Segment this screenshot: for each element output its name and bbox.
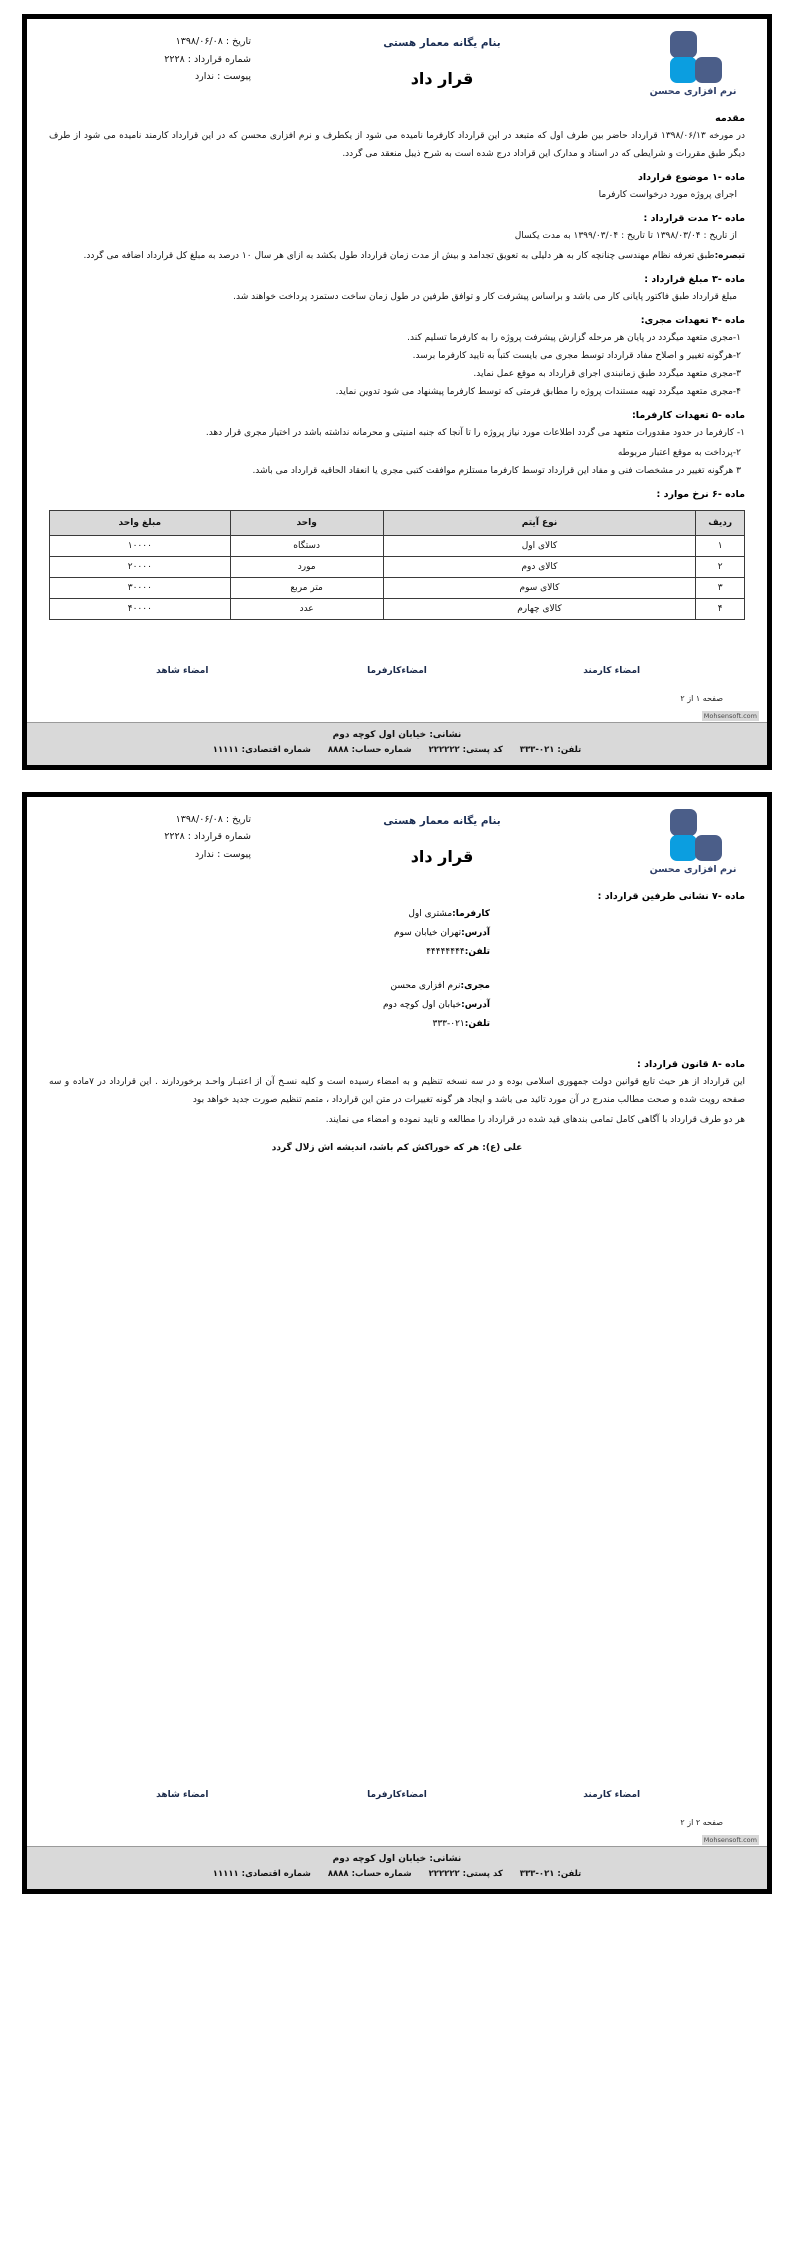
employer-address-value: تهران خیابان سوم: [394, 927, 462, 938]
cell-unit: متر مربع: [230, 578, 383, 599]
page-title: قرار داد: [410, 846, 474, 866]
section-2-note-text: طبق تعرفه نظام مهندسی چنانچه کار به هر دلیلی به تعویق تجدامد و بیش از مدت زمان قرارداد طول بکشد به ازای هر سال ۱۰ درصد به مبلغ کل قرارداد اضافه می گردد.: [83, 251, 715, 261]
cell-radif: ۱: [696, 536, 745, 557]
section-intro-text: در مورخه ۱۳۹۸/۰۶/۱۳ قرارداد حاضر بین طرف اول که متبعد در این قرارداد کارفرما نامیده می شود از یکطرف و نرم افزاری محسن که در این قرارداد کارمند نامیده می شود از طرف دیگر طبق مقررات و شرایطی که در اسناد و مدارک این قراداد درج شده است به شرح ذیبل منعقد می گردد.: [49, 131, 746, 159]
section-4-item-2: ۲-هرگونه تغییر و اصلاح مفاد قرارداد توسط مجری می بایست کتباً به تایید کارفرما برسد.: [412, 351, 741, 361]
cell-item: کالای اول: [383, 536, 696, 557]
footer-econ-label: شماره اقتصادی:: [241, 745, 311, 756]
section-7-title: ماده -۷ نشانی طرفین قرارداد :: [597, 890, 745, 902]
meta-attachment: [41, 846, 251, 864]
meta-contract-number: [41, 51, 251, 69]
employer-role-value: مشتری اول: [408, 908, 453, 919]
cell-price: ۴۰۰۰۰: [50, 599, 231, 620]
contractor-phone-value: ۰۲۱-۳۳۳: [432, 1019, 465, 1030]
watermark-label: Mohsensoft.com: [703, 712, 757, 720]
logo-text: نرم افزاری محسن: [649, 86, 737, 97]
page1-signature-row: [49, 666, 745, 676]
footer-account: [328, 745, 412, 755]
footer-address-line: [27, 1852, 767, 1867]
footer-account-value: ۸۸۸۸: [327, 1869, 349, 1880]
meta-attachment-label: پیوست :: [217, 848, 251, 860]
signature-witness: امضاء شاهد: [156, 1790, 209, 1801]
col-header-item: نوع آیتم: [383, 511, 696, 536]
section-5-item-3: ۳ هرگونه تغییر در مشخصات فنی و مفاد این قرارداد توسط کارفرما مستلزم موافقت کتبی مجری یا انعقاد الحاقیه قرارداد می باشد.: [252, 466, 741, 476]
table-header-row: [50, 511, 745, 536]
table-row: [50, 599, 745, 620]
footer-postal-value: ۲۲۲۲۲۲: [428, 745, 460, 756]
contractor-address: [49, 996, 490, 1015]
rate-table: [49, 510, 745, 620]
page2-meta-block: [41, 807, 251, 864]
meta-attachment-value: ندارد: [194, 71, 215, 83]
section-3-title: ماده -۳ مبلغ قرارداد :: [644, 274, 745, 285]
employer-role: [49, 905, 490, 924]
signature-employee: امضاء کارمند: [583, 1790, 641, 1801]
section-4-item-3: ۳-مجری متعهد میگردد طبق زمانبندی اجرای قرارداد به موقع عمل نماید.: [473, 369, 741, 379]
page2-header: [27, 797, 767, 876]
page1-title-block: [251, 29, 633, 88]
signature-employer: امضاءکارفرما: [367, 666, 427, 676]
footer-econ: [213, 745, 311, 755]
meta-date-value: ۱۳۹۸/۰۶/۰۸: [175, 36, 223, 47]
signature-employee: امضاء کارمند: [583, 666, 641, 676]
meta-contract-number-value: ۲۲۲۸: [164, 53, 185, 65]
page2-watermark-row: [27, 1827, 767, 1846]
footer-account-label: شماره حساب:: [351, 745, 412, 756]
employer-block: [49, 905, 745, 962]
meta-contract-number: [41, 828, 251, 846]
section-2-text: از تاریخ : ۱۳۹۸/۰۳/۰۴ تا تاریخ : ۱۳۹۹/۰۳/۰۴ به مدت یکسال: [514, 231, 737, 241]
signature-witness: امضاء شاهد: [156, 666, 209, 676]
section-1-title: ماده -۱ موضوع قرارداد: [638, 172, 745, 183]
footer-postal-label: کد پستی:: [462, 1869, 503, 1880]
section-8-title: ماده -۸ قانون قرارداد :: [636, 1059, 745, 1071]
page2-title-block: [251, 807, 633, 866]
contractor-block: [49, 977, 745, 1034]
section-4-item-1: ۱-مجری متعهد میگردد در پایان هر مرحله گزارش پیشرفت پروژه را به کارفرما تسلیم کند.: [407, 333, 741, 343]
section-5-title: ماده -۵ تعهدات کارفرما:: [631, 410, 745, 421]
footer-phone-value: ۰۲۱-۳۳۳: [519, 745, 555, 756]
watermark-label: Mohsensoft.com: [703, 1836, 757, 1845]
section-8-para-1: این قرارداد از هر حیث تابع قوانین دولت جمهوری اسلامی بوده و در سه نسخه تنظیم و به امضاء رسیده است و کلیه نسـخ آن از اعتبـار واحـد برخوردارند . این قرارداد در ۷ماده و سه صفحه رویت شده و صحت مطالب مندرج در آن مورد تائید می باشد و ایجاد هر گونه تغییرات در متن این قرارداد ، متمم تنظیم صورت جدید خواهد بود: [49, 1077, 745, 1106]
employer-address: [49, 924, 490, 943]
contract-page-1: [22, 14, 772, 770]
table-row: [50, 536, 745, 557]
footer-address-value: خیابان اول کوچه دوم: [332, 730, 427, 740]
company-logo: [633, 807, 753, 876]
footer-postal: [429, 745, 503, 755]
footer-contact-line: [27, 1867, 767, 1881]
section-intro-title: مقدمه: [715, 113, 745, 124]
footer-address-label: نشانی:: [429, 730, 462, 740]
page1-footer: [27, 722, 767, 765]
section-3-text: مبلغ قرارداد طبق فاکتور پایانی کار می باشد و براساس پیشرفت کار و توافق طرفین در طول زمان ساخت دستمزد پرداخت خواهند شد.: [233, 292, 737, 302]
footer-contact-line: [27, 743, 767, 757]
footer-postal-label: کد پستی:: [462, 745, 503, 756]
employer-role-label: کارفرما:: [452, 908, 490, 919]
col-header-radif: ردیف: [696, 511, 745, 536]
cell-unit: عدد: [230, 599, 383, 620]
page1-watermark-row: [27, 703, 767, 722]
section-6-title: ماده -۶ نرخ موارد :: [656, 489, 745, 500]
page2-blank-space: [49, 1159, 745, 1744]
page2-body: [27, 876, 767, 1827]
footer-postal: [429, 1869, 503, 1879]
footer-postal-value: ۲۲۲۲۲۲: [428, 1869, 460, 1880]
bismillah-line: بنام یگانه معمار هستی: [383, 37, 501, 49]
cell-price: ۱۰۰۰۰: [50, 536, 231, 557]
col-header-price: مبلغ واحد: [50, 511, 231, 536]
meta-date: [41, 33, 251, 51]
table-row: [50, 578, 745, 599]
page2-signature-row: [49, 1790, 745, 1800]
footer-econ-label: شماره اقتصادی:: [241, 1869, 311, 1880]
contractor-role-value: نرم افزاری محسن: [390, 981, 461, 992]
section-4-title: ماده -۴ تعهدات مجری:: [640, 315, 745, 326]
cell-radif: ۴: [696, 599, 745, 620]
contract-page-2: [22, 792, 772, 1894]
section-2-note-label: تبصره:: [714, 251, 745, 261]
cell-price: ۲۰۰۰۰: [50, 557, 231, 578]
meta-attachment-value: ندارد: [194, 848, 215, 860]
footer-phone: [520, 745, 581, 755]
cell-radif: ۲: [696, 557, 745, 578]
cell-item: کالای چهارم: [383, 599, 696, 620]
page2-page-number: صفحه ۲ از ۲: [680, 1818, 723, 1828]
employer-phone-value: ۴۴۴۴۴۴۴۴: [426, 946, 465, 957]
footer-econ-value: ۱۱۱۱۱: [212, 1869, 239, 1880]
page1-page-number: صفحه ۱ از ۲: [680, 694, 723, 703]
company-logo: [633, 29, 753, 98]
meta-contract-number-label: شماره قرارداد :: [187, 53, 251, 65]
contractor-address-label: آدرس:: [461, 1000, 490, 1011]
footer-phone-label: تلفن:: [557, 745, 582, 756]
section-4-item-4: ۴-مجری متعهد میگردد تهیه مستندات پروژه را مطابق فرمتی که توسط کارفرما پیشنهاد می شود تدوین نماید.: [335, 387, 741, 397]
cell-unit: دستگاه: [230, 536, 383, 557]
page2-footer: [27, 1846, 767, 1889]
meta-contract-number-label: شماره قرارداد :: [187, 831, 251, 843]
logo-blocks-icon: [663, 809, 723, 861]
section-5-item-2: ۲-پرداخت به موقع اعتبار مربوطه: [617, 448, 741, 458]
footer-address-line: [27, 728, 767, 743]
footer-account-label: شماره حساب:: [351, 1869, 412, 1880]
contractor-role-label: مجری:: [460, 981, 490, 992]
cell-price: ۳۰۰۰۰: [50, 578, 231, 599]
cell-item: کالای سوم: [383, 578, 696, 599]
footer-econ-value: ۱۱۱۱۱: [212, 745, 239, 756]
meta-date: [41, 811, 251, 829]
page-title: قرار داد: [410, 69, 474, 88]
contractor-phone: [49, 1015, 490, 1034]
employer-phone: [49, 943, 490, 962]
footer-econ: [213, 1869, 311, 1879]
section-5-item-1: ۱- کارفرما در حدود مقدورات متعهد می گردد اطلاعات مورد نیاز پروژه را تا آنجا که جنبه امنیتی و محرمانه نداشته باشد در اختیار مجری قرار دهد.: [205, 428, 745, 438]
meta-date-value: ۱۳۹۸/۰۶/۰۸: [175, 813, 223, 825]
meta-attachment: [41, 68, 251, 86]
section-1-text: اجرای پروژه مورد درخواست کارفرما: [598, 190, 737, 200]
employer-address-label: آدرس:: [461, 927, 490, 938]
page1-meta-block: [41, 29, 251, 86]
footer-account-value: ۸۸۸۸: [327, 745, 349, 756]
col-header-unit: واحد: [230, 511, 383, 536]
section-2-note: [49, 247, 745, 265]
page1-header: [27, 19, 767, 98]
signature-employer: امضاءکارفرما: [367, 1790, 427, 1801]
logo-text: نرم افزاری محسن: [649, 863, 737, 875]
footer-phone-value: ۰۲۱-۳۳۳: [519, 1869, 555, 1880]
footer-account: [328, 1869, 412, 1879]
cell-item: کالای دوم: [383, 557, 696, 578]
section-8-quote: علی (ع): هر که خوراکش کم باشد، اندیشه اش زلال گردد: [271, 1143, 523, 1154]
contractor-address-value: خیابان اول کوچه دوم: [382, 1000, 462, 1011]
footer-address-value: خیابان اول کوچه دوم: [332, 1854, 427, 1865]
section-8-para-2: هر دو طرف قرارداد با آگاهی کامل تمامی بندهای قید شده در قرارداد را مطالعه و تایید نموده و امضاء می نمایند.: [325, 1115, 745, 1126]
footer-phone-label: تلفن:: [557, 1869, 582, 1880]
meta-attachment-label: پیوست :: [217, 71, 251, 83]
section-2-title: ماده -۲ مدت قرارداد :: [643, 213, 745, 224]
contractor-phone-label: تلفن:: [464, 1019, 490, 1030]
meta-contract-number-value: ۲۲۲۸: [164, 831, 185, 843]
logo-blocks-icon: [663, 31, 723, 83]
meta-date-label: تاریخ :: [225, 813, 251, 825]
employer-phone-label: تلفن:: [464, 946, 490, 957]
footer-address-label: نشانی:: [429, 1854, 462, 1865]
table-row: [50, 557, 745, 578]
meta-date-label: تاریخ :: [225, 36, 251, 47]
page1-body: [27, 98, 767, 703]
footer-phone: [520, 1869, 581, 1879]
cell-unit: مورد: [230, 557, 383, 578]
cell-radif: ۳: [696, 578, 745, 599]
bismillah-line: بنام یگانه معمار هستی: [383, 814, 501, 827]
contractor-role: [49, 977, 490, 996]
